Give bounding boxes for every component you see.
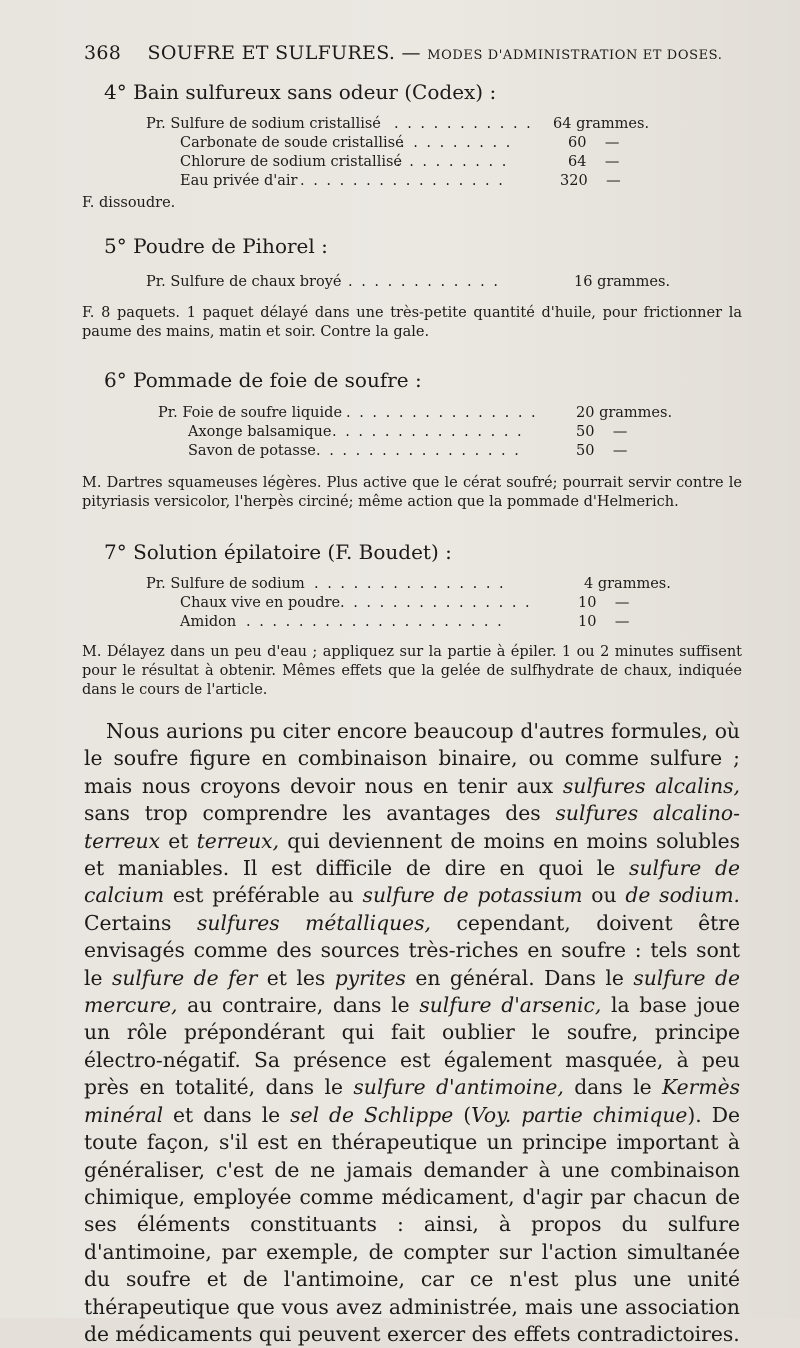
recipe-line bbox=[180, 173, 660, 191]
italic-term: Kermès minéral bbox=[84, 1075, 740, 1127]
formula-title: 7° Solution épilatoire (F. Boudet) : bbox=[104, 540, 452, 564]
recipe-quantity: 64 — bbox=[568, 154, 620, 170]
leader-dots: . . . . . . . . . . . . . . . bbox=[314, 576, 506, 592]
leader-dots: . . . . . . . . . . . . . . . . bbox=[316, 443, 521, 459]
leader-dots: . . . . . . . . . . . . bbox=[348, 274, 501, 290]
leader-dots: . . . . . . . . . . . . . . . bbox=[346, 405, 538, 421]
recipe-quantity: 4 grammes. bbox=[584, 576, 671, 592]
recipe-ingredient: Chaux vive en poudre bbox=[180, 595, 341, 611]
italic-term: sulfures alcalino-terreux bbox=[84, 801, 740, 853]
leader-dots: . . . . . . . . . bbox=[396, 154, 509, 170]
italic-term: sulfure de calcium bbox=[84, 856, 740, 908]
italic-term: sulfure de fer bbox=[111, 965, 258, 990]
text-run: Nous aurions pu citer encore beaucoup d'autres formules, où le soufre figure en combinaison binaire, ou comme sulfure ; mais nous croyons devoir nous en tenir aux bbox=[84, 719, 740, 798]
text-run: ( bbox=[453, 1102, 472, 1127]
text-run: et les bbox=[257, 965, 335, 990]
italic-term: sel de Schlippe bbox=[290, 1102, 454, 1127]
running-header bbox=[84, 42, 730, 64]
text-run: ou bbox=[582, 883, 626, 908]
recipe-quantity: 320 — bbox=[560, 173, 621, 189]
usage-note: M. Dartres squameuses légères. Plus active que le cérat soufré; pourrait servir contre le pityriasis versicolor, l'herpès circiné; même action que la pommade d'Helmerich. bbox=[82, 475, 742, 510]
leader-dots: . . . . . . . . . . . . . . . . bbox=[300, 173, 505, 189]
formula-title: 6° Pommade de foie de soufre : bbox=[104, 368, 422, 392]
recipe-line bbox=[146, 274, 671, 292]
recipe-quantity: 60 — bbox=[568, 135, 620, 151]
text-run: Certains bbox=[84, 910, 197, 935]
text-run: dans le bbox=[563, 1075, 663, 1100]
text-run: la base joue un rôle prépondérant qui fait oublier le soufre, principe électro-négatif. Sa présence est également masquée, à peu près en totalité, dans le bbox=[84, 993, 741, 1100]
italic-term: sulfure d'arsenic, bbox=[419, 993, 602, 1018]
recipe-quantity: 50 — bbox=[576, 443, 628, 459]
italic-term: sulfures métalliques, bbox=[196, 910, 431, 935]
recipe-line bbox=[146, 116, 666, 134]
recipe-ingredient: Savon de potasse bbox=[188, 443, 316, 459]
italic-term: sulfure d'antimoine, bbox=[353, 1075, 564, 1100]
text-run: est préférable au bbox=[164, 883, 363, 908]
header-dash: — bbox=[401, 42, 421, 64]
recipe-ingredient: Carbonate de soude cristallisé bbox=[180, 135, 404, 151]
text-run: qui deviennent de moins en moins solubles et maniables. Il est difficile de dire en quoi le bbox=[84, 828, 741, 881]
text-run: cependant, doivent être envisagés comme des sources très-riches en soufre : tels sont le bbox=[84, 910, 740, 990]
text-run: et dans le bbox=[163, 1102, 291, 1127]
formula-title: 5° Poudre de Pihorel : bbox=[104, 234, 328, 258]
formula-title: 4° Bain sulfureux sans odeur (Codex) : bbox=[104, 80, 497, 104]
leader-dots: . . . . . . . . . . . . . . . . . . . . bbox=[246, 614, 504, 630]
section-title: MODES D'ADMINISTRATION ET DOSES. bbox=[427, 48, 723, 63]
italic-term: de sodium. bbox=[625, 883, 740, 908]
recipe-ingredient: Eau privée d'air bbox=[180, 173, 298, 189]
recipe-quantity: 50 — bbox=[576, 424, 628, 440]
recipe-ingredient: Chlorure de sodium cristallisé bbox=[180, 154, 402, 170]
recipe-line bbox=[180, 595, 660, 613]
usage-note: F. 8 paquets. 1 paquet délayé dans une très-petite quantité d'huile, pour frictionner la paume des mains, matin et soir. Contre la gale. bbox=[82, 305, 742, 340]
italic-term: Voy. partie chimique bbox=[471, 1102, 688, 1127]
recipe-line bbox=[180, 614, 660, 632]
italic-term: sulfure de potassium bbox=[362, 883, 583, 908]
recipe-ingredient: Pr. Sulfure de chaux broyé bbox=[146, 274, 342, 290]
main-paragraph bbox=[84, 718, 740, 1348]
italic-term: sulfure de mercure, bbox=[84, 965, 740, 1018]
text-run: au contraire, dans le bbox=[177, 993, 420, 1018]
recipe-line bbox=[188, 424, 668, 442]
text-run: sans trop comprendre les avantages des bbox=[84, 801, 556, 826]
leader-dots: . . . . . . . . . bbox=[400, 135, 513, 151]
text-run: ). De toute façon, s'il est en thérapeutique un principe important à généraliser, c'est de ne jamais demander à une combinaison chimique, employée comme médicament, d'agir par chacun de ses éléments constituants : ainsi, à propos du sulfure d'antimoine, par exemple, de compter sur l'action simultanée du soufre et de l'antimoine, car ce n'est plus une unité thérapeutique que vous avez administrée, mais une association de médicaments qui peuvent exercer des effets contradictoires. bbox=[84, 1102, 740, 1346]
recipe-ingredient: Amidon bbox=[180, 614, 237, 630]
preparation-note: F. dissoudre. bbox=[82, 195, 176, 211]
recipe-quantity: 10 — bbox=[578, 614, 630, 630]
page-number: 368 bbox=[84, 42, 122, 64]
text-run: en général. Dans le bbox=[405, 965, 634, 990]
recipe-ingredient: Pr. Foie de soufre liquide bbox=[158, 405, 343, 421]
italic-term: terreux, bbox=[196, 828, 280, 853]
recipe-line bbox=[180, 135, 660, 153]
recipe-quantity: 20 grammes. bbox=[576, 405, 673, 421]
text-run: et bbox=[160, 828, 197, 853]
leader-dots: . . . . . . . . . . . bbox=[394, 116, 533, 132]
recipe-line bbox=[180, 154, 660, 172]
recipe-ingredient: Pr. Sulfure de sodium cristallisé bbox=[146, 116, 381, 132]
italic-term: pyrites bbox=[334, 965, 406, 990]
recipe-quantity: 64 grammes. bbox=[553, 116, 650, 132]
recipe-ingredient: Axonge balsamique bbox=[188, 424, 332, 440]
running-title: SOUFRE ET SULFURES. bbox=[147, 42, 396, 64]
recipe-line bbox=[146, 576, 671, 594]
recipe-quantity: 10 — bbox=[578, 595, 630, 611]
leader-dots: . . . . . . . . . . . . . . . bbox=[340, 595, 532, 611]
italic-term: sulfures alcalins, bbox=[562, 773, 740, 798]
recipe-quantity: 16 grammes. bbox=[574, 274, 671, 290]
recipe-ingredient: Pr. Sulfure de sodium bbox=[146, 576, 305, 592]
leader-dots: . . . . . . . . . . . . . . . bbox=[332, 424, 524, 440]
usage-note: M. Délayez dans un peu d'eau ; appliquez sur la partie à épiler. 1 ou 2 minutes suffisent pour le résultat à obtenir. Mêmes effets que la gelée de sulfhydrate de chaux, indiquée dans le cours de l'article. bbox=[82, 644, 742, 698]
recipe-line bbox=[188, 443, 668, 461]
recipe-line bbox=[158, 405, 678, 423]
